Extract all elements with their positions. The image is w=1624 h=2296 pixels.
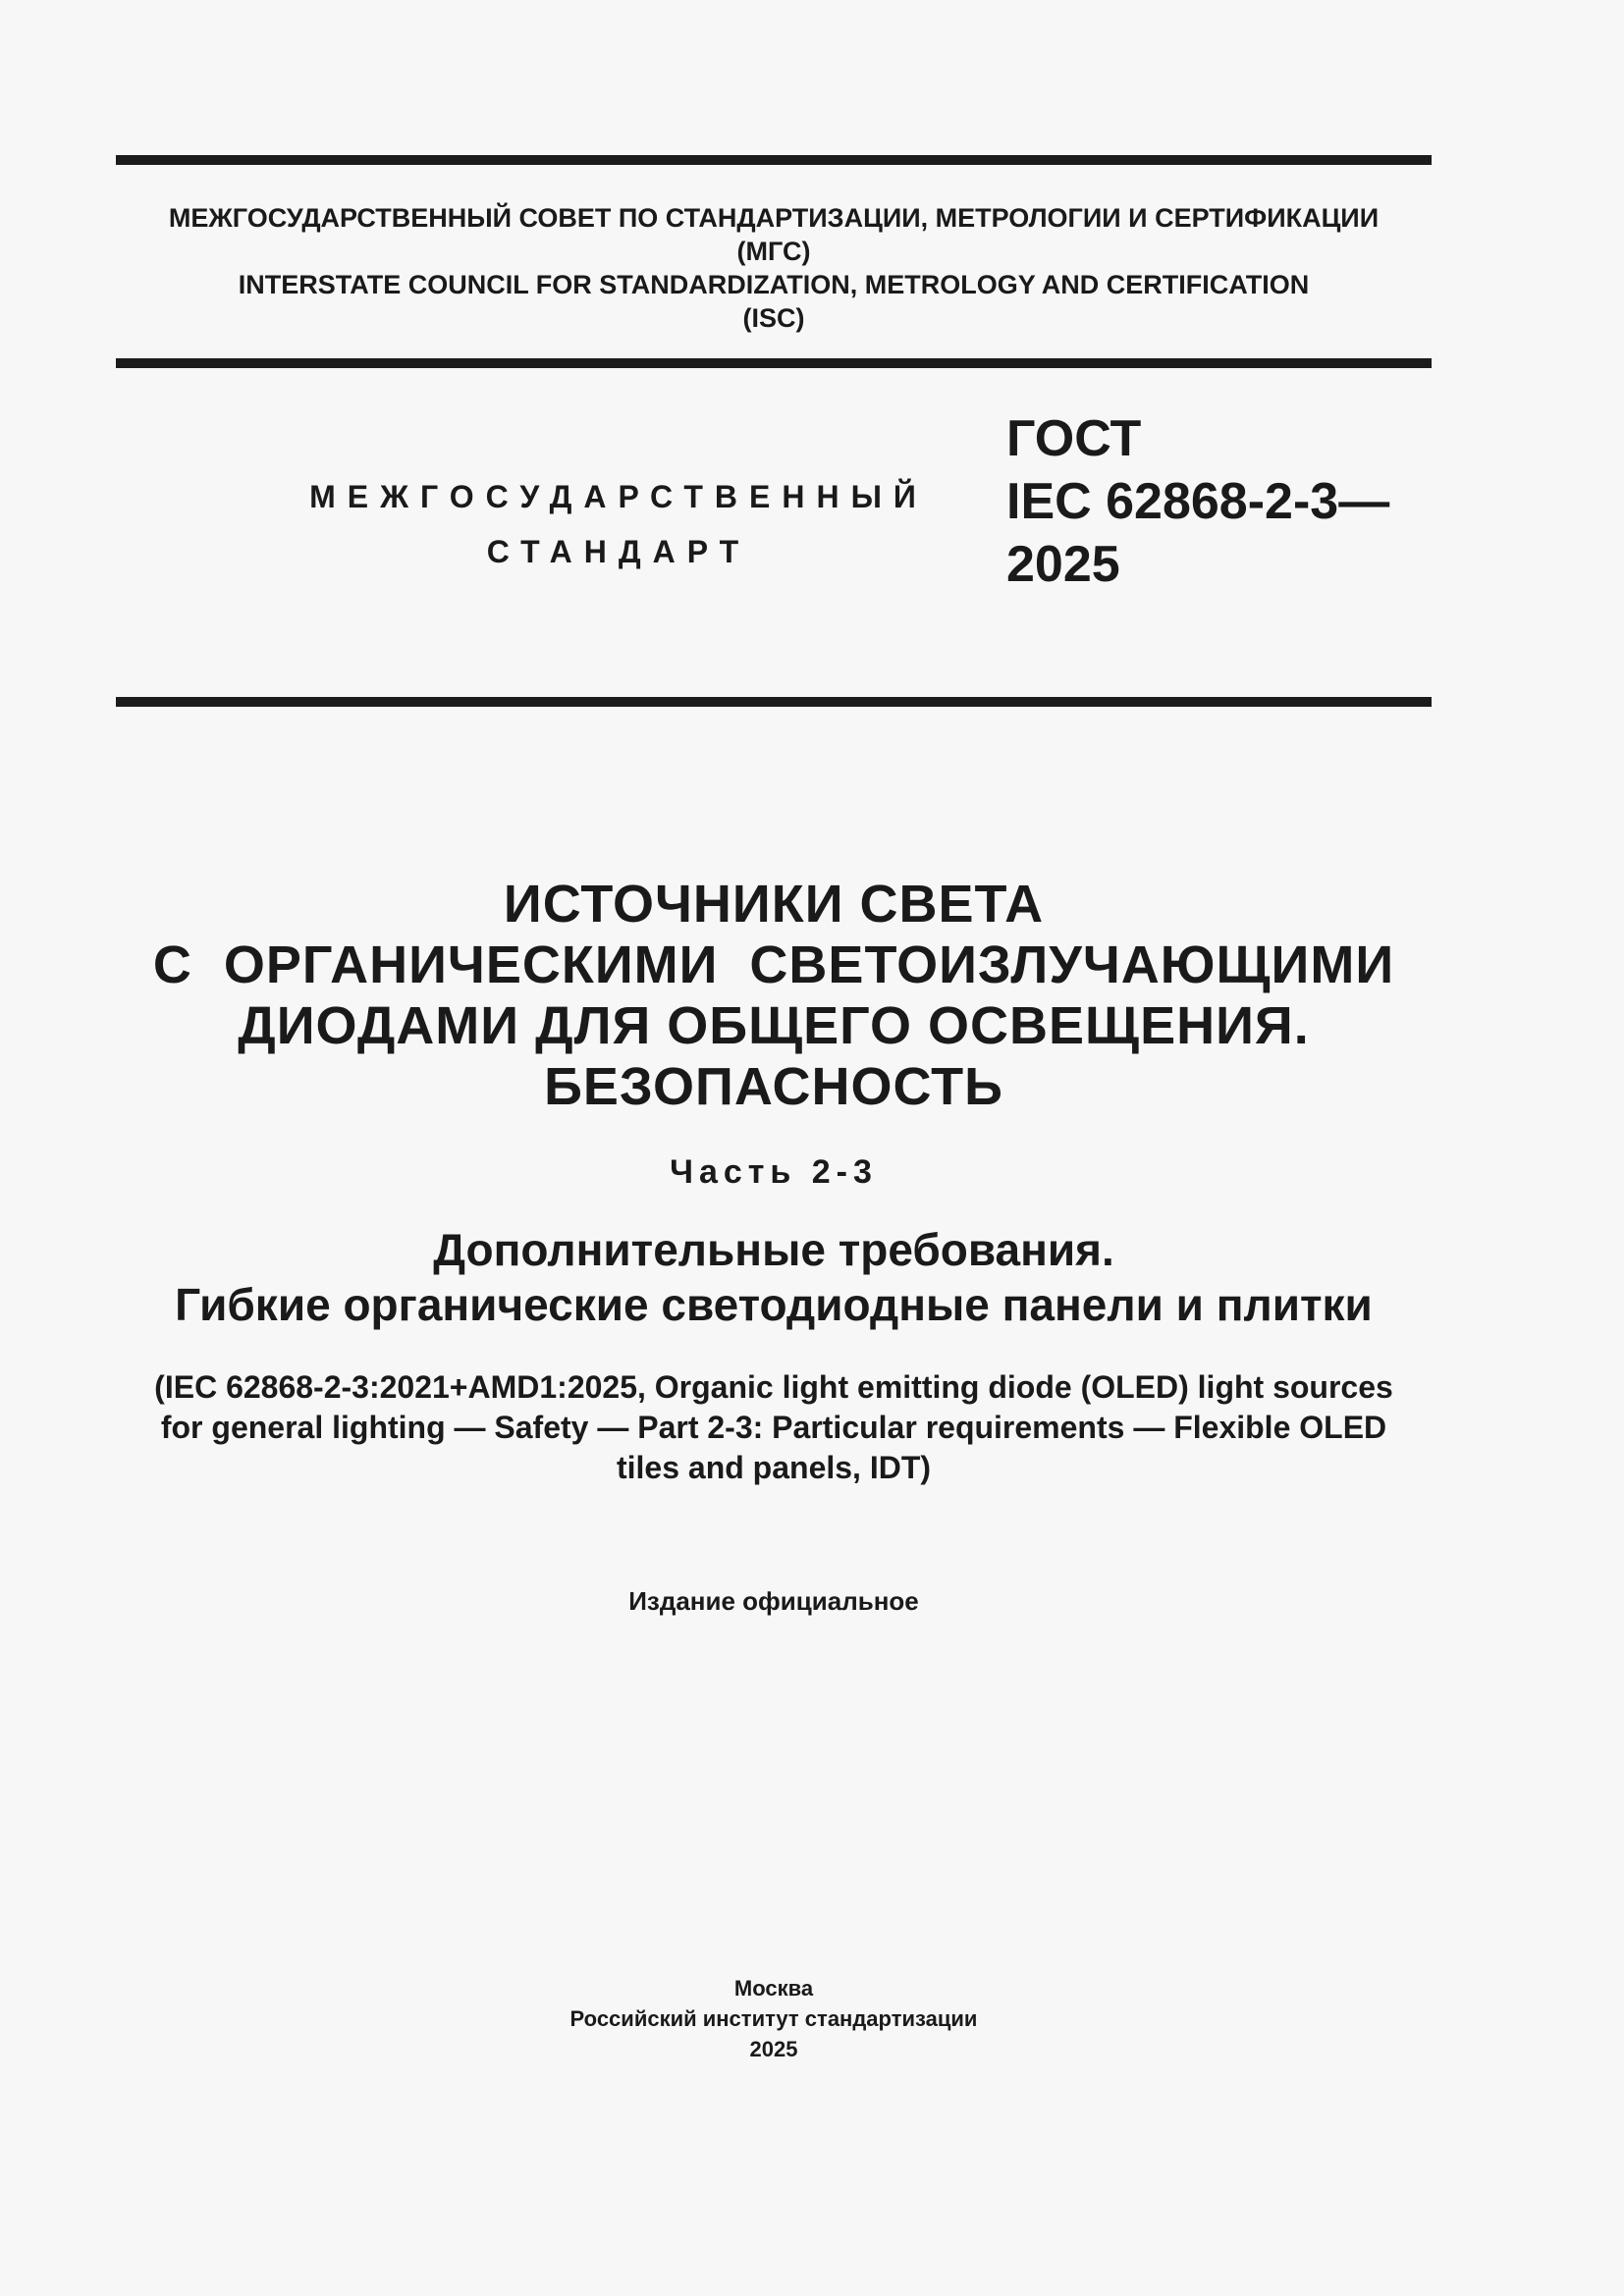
designation-year: 2025 <box>1006 536 1120 593</box>
publisher-city: Москва <box>733 1976 814 2001</box>
title-line: ДИОДАМИ ДЛЯ ОБЩЕГО ОСВЕЩЕНИЯ. <box>238 996 1310 1055</box>
designation-gost: ГОСТ <box>1006 410 1142 467</box>
top-rule <box>116 155 1432 165</box>
iec-reference-line: tiles and panels, IDT) <box>616 1450 932 1485</box>
part-number: Часть 2-3 <box>670 1153 878 1191</box>
standard-designation <box>1006 407 1389 596</box>
title-line: ИСТОЧНИКИ СВЕТА <box>503 875 1045 934</box>
standard-type-label <box>295 469 943 579</box>
iec-reference-line: (IEC 62868-2-3:2021+AMD1:2025, Organic light emitting diode (OLED) light sources <box>154 1369 1393 1405</box>
council-abbr-ru: (МГС) <box>736 237 811 266</box>
designation-number: IEC 62868-2-3— <box>1006 473 1390 530</box>
iec-reference <box>116 1367 1432 1488</box>
standard-type-line2: СТАНДАРТ <box>486 534 751 569</box>
subtitle-line: Гибкие органические светодиодные панели и плитки <box>175 1279 1373 1330</box>
council-bottom-rule <box>116 358 1432 368</box>
publisher-year: 2025 <box>749 2037 798 2061</box>
council-abbr-en: (ISC) <box>742 303 805 333</box>
designation-bottom-rule <box>116 697 1432 707</box>
document-subtitle <box>116 1222 1432 1332</box>
publisher-institute: Российский институт стандартизации <box>569 2006 978 2031</box>
council-header <box>116 201 1432 335</box>
edition-label: Издание официальное <box>628 1586 919 1616</box>
document-title <box>116 874 1432 1117</box>
standard-type-line1: МЕЖГОСУДАРСТВЕННЫЙ <box>309 479 928 514</box>
title-line: С ОРГАНИЧЕСКИМИ СВЕТОИЗЛУЧАЮЩИМИ <box>152 935 1395 994</box>
council-name-ru: МЕЖГОСУДАРСТВЕННЫЙ СОВЕТ ПО СТАНДАРТИЗАЦИИ, МЕТРОЛОГИИ И СЕРТИФИКАЦИИ <box>168 203 1380 233</box>
iec-reference-line: for general lighting — Safety — Part 2-3: Particular requirements — Flexible OLED <box>160 1410 1387 1445</box>
subtitle-line: Дополнительные требования. <box>433 1224 1114 1275</box>
title-line: БЕЗОПАСНОСТЬ <box>544 1057 1003 1116</box>
publisher-block <box>116 1973 1432 2064</box>
council-name-en: INTERSTATE COUNCIL FOR STANDARDIZATION, METROLOGY AND CERTIFICATION <box>238 270 1310 299</box>
